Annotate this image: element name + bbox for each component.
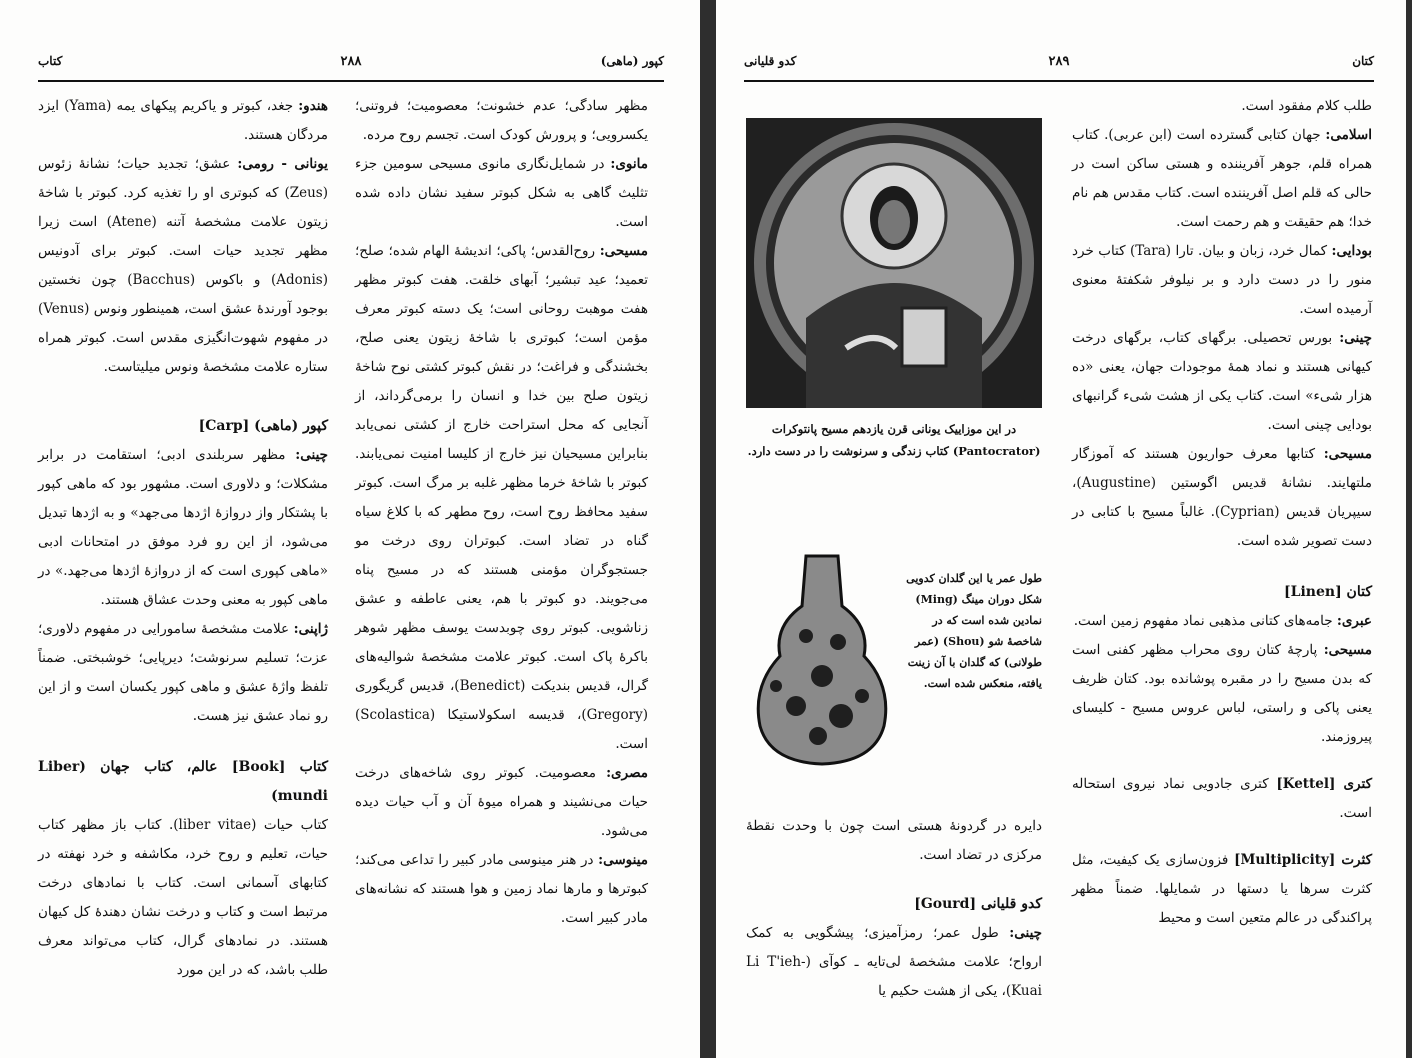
- entry-paragraph: کتری [Kettel] کتری جادویی نماد نیروی استحاله است.: [1072, 776, 1372, 821]
- entry-paragraph: چینی: مظهر سربلندی ادبی؛ استقامت در برابر مشکلات؛ و دلاوری است. مشهور بود که ماهی کپور با پشتکار واز دروازهٔ اژدها می‌جهد» و به اژدها تبدیل می‌شود، از این رو فرد موفق در امتحانات ادبی «ماهی کپوری است که از دروازهٔ اژدها می‌جهد.» در ماهی کپور به معنی وحدت عشاق هستند.: [38, 447, 328, 608]
- entry-paragraph: مسیحی: کتابها معرف حواریون هستند که آموزگار ملتهایند. نشانهٔ قدیس اگوستین (Augustine)، سیپریان قدیس (Cyprian). غالباً مسیح با کتابی در دست تصویر شده است.: [1072, 446, 1373, 549]
- entry-paragraph: کثرت [Multiplicity] فزون‌سازی یک کیفیت، مثل کثرت سرها یا دستها در شمایلها. ضمناً مظهر پراکندگی در عالم متعین است و محیط: [1072, 852, 1373, 926]
- christ-pantocrator-mosaic-image: [746, 118, 1042, 408]
- page-header: [38, 52, 664, 78]
- entry-heading-linen: کتان [Linen]: [1284, 584, 1372, 600]
- entry-paragraph: مصری: معصومیت. کبوتر روی شاخه‌های درخت حیات می‌نشیند و همراه میوهٔ آن و آب حیات دیده می‌شود.: [355, 765, 649, 839]
- entry-heading-gourd: کدو قلیانی [Gourd]: [914, 896, 1042, 912]
- left-page: [0, 0, 700, 1058]
- text-column-right: [355, 92, 648, 933]
- header-rule: [744, 80, 1374, 82]
- entry-paragraph: کتاب حیات (liber vitae). کتاب باز مظهر کتاب حیات، تعلیم و روح خرد، مکاشفه و خرد نهفته در کتابهای آسمانی است. کتاب با نمادهای درخت مرتبط است و کتاب و درخت نشان دهندهٔ کل کیهان هستند. در نمادهای گرال، کتاب می‌تواند معرف طلب باشد، که در این مورد: [38, 817, 328, 978]
- entry-paragraph: دایره در گردونهٔ هستی است چون با وحدت نقطهٔ مرکزی در تضاد است.: [746, 818, 1042, 863]
- entry-paragraph: بودایی: کمال خرد، زبان و بیان. تارا (Tara) کتاب خرد منور را در دست دارد و بر نیلوفر شکفتهٔ معنوی آرمیده است.: [1072, 243, 1372, 317]
- entry-paragraph: چینی: بورس تحصیلی. برگهای کتاب، برگهای درخت کیهانی هستند و نماد همهٔ موجودات جهان، یعنی «ده هزار شیء» است. کتاب یکی از هشت شیء گرانبهای بودایی چینی است.: [1072, 330, 1372, 433]
- page-header: [744, 52, 1374, 78]
- entry-heading-kettle: کتری [Kettel]: [1276, 776, 1372, 792]
- entry-paragraph: اسلامی: جهان کتابی گسترده است (ابن عربی). کتاب همراه قلم، جوهر آفریننده و هستی ساکن است در حالی که قلم اصل آفریننده است. کتاب مقدس هم نام خدا؛ هم حقیقت و هم رحمت است.: [1072, 127, 1372, 230]
- vase-caption: طول عمر یا این گلدان کدویی شکل دوران مینگ (Ming) نمادین شده است که در شاخصهٔ شو (Shou) (عمر طولانی) که گلدان با آن زینت یافته، منعکس شده است.: [906, 572, 1042, 690]
- entry-paragraph: هندو: جغد، کبوتر و یاکریم پیکهای یمه (Yama) ایزد مردگان هستند.: [38, 98, 328, 143]
- page-number: ۲۸۹: [1048, 54, 1070, 69]
- text-column-left: [746, 812, 1042, 1006]
- entry-paragraph: عبری: جامه‌های کتانی مذهبی نماد مفهوم زمین است.: [1073, 613, 1372, 629]
- page-number: ۲۸۸: [340, 54, 362, 69]
- gourd-vase-image: [746, 546, 898, 768]
- header-last-entry: کدو قلیانی: [744, 54, 797, 68]
- spine-gutter: [700, 0, 716, 1058]
- entry-paragraph: ژاپنی: علامت مشخصهٔ سامورایی در مفهوم دلاوری؛ عزت؛ تسلیم سرنوشت؛ دیرپایی؛ خوشبختی. ضمناً تلفظ واژهٔ عشق و ماهی کپور یکسان است و از این رو نماد عشق نیز هست.: [38, 621, 328, 724]
- entry-heading-book: کتاب [Book] عالم، کتاب جهان (Liber mundi): [38, 759, 328, 804]
- viewer-edge: [1406, 0, 1412, 1058]
- entry-paragraph: مانوی: در شمایل‌نگاری مانوی مسیحی سومین جزء تثلیث گاهی به شکل کبوتر سفید نشان داده شده است.: [355, 156, 648, 230]
- header-last-entry: کتاب: [38, 54, 63, 68]
- entry-paragraph: مینوسی: در هنر مینوسی مادر کبیر را تداعی می‌کند؛ کبوترها و مارها نماد زمین و هوا هستند که نشانه‌های مادر کبیر است.: [355, 852, 648, 926]
- mosaic-caption: در این موزاییک یونانی قرن یازدهم مسیح پانتوکرات (Pantocrator) کتاب زندگی و سرنوشت را در دست دارد.: [747, 422, 1041, 458]
- entry-heading-multiplicity: کثرت [Multiplicity]: [1234, 852, 1373, 868]
- header-rule: [38, 80, 664, 82]
- entry-paragraph: مسیحی: روح‌القدس؛ پاکی؛ اندیشهٔ الهام شده؛ صلح؛ تعمید؛ عید تبشیر؛ آبهای خلقت. هفت کبوتر مظهر هفت موهبت روحانی است؛ یک دسته کبوتر معرف مؤمن است؛ کبوتری با شاخهٔ زیتون یعنی صلح، بخشندگی و فراغت؛ در نقش کبوتر کشتی نوح شاخهٔ زیتون صلح بین خدا و انسان را برمی‌گرداند، از آنجایی که محل استراحت خارج از کشتی نمی‌یابد بنابراین مسیحیان نیز خارج از کلیسا امنیت نمی‌یابند. کبوتر با شاخهٔ خرما مظهر غلبه بر مرگ است. کبوتر سفید محافظ روح است، روح مطهر که با کلاغ سیاه گناه در تضاد است. کبوتران روی درخت مو جستجوگران مؤمنی هستند که در مسیح پناه می‌جویند. دو کبوتر با هم، یعنی عاطفه و عشق زناشویی. کبوتر روی چوبدست یوسف مظهر شوهر باکرهٔ پاک است. کبوتر علامت مشخصهٔ شوالیه‌های گرال، قدیس بندیکت (Benedict)، قدیس گریگوری (Gregory)، قدیسه اسکولاستیکا (Scolastica) است.: [355, 243, 649, 752]
- entry-paragraph: مسیحی: پارچهٔ کتان روی محراب مظهر کفنی است که بدن مسیح را در مقبره پوشانده بود. کتان ظریف یعنی پاکی و راستی، لباس عروس مسیح - کلیسای پیروزمند.: [1072, 642, 1372, 745]
- header-entry-name: کتان: [1352, 54, 1374, 68]
- entry-paragraph: مظهر سادگی؛ عدم خشونت؛ معصومیت؛ فروتنی؛ یکسرویی؛ و پرورش کودک است. تجسم روح مرده.: [355, 98, 648, 143]
- header-entry-name: کپور (ماهی): [600, 54, 664, 68]
- text-column-right: [1072, 92, 1372, 933]
- entry-heading-carp: کپور (ماهی) [Carp]: [198, 418, 328, 434]
- text-column-left: [38, 92, 328, 985]
- entry-paragraph: یونانی - رومی: عشق؛ تجدید حیات؛ نشانهٔ زئوس (Zeus) که کبوتری او را تغذیه کرد. کبوتر با شاخهٔ زیتون علامت مشخصهٔ آتنه (Atene) است زیرا مظهر تجدید حیات است. کبوتر برای آدونیس (Adonis) و باکوس (Bacchus) چون نخستین بوجود آورندهٔ عشق است، همینطور ونوس (Venus) در مفهوم شهوت‌انگیزی مقدس است. کبوتر همراه ستاره علامت مشخصهٔ ونوس میلیتاست.: [38, 156, 329, 375]
- entry-paragraph: چینی: طول عمر؛ رمزآمیزی؛ پیشگویی به کمک ارواح؛ علامت مشخصهٔ لی‌تایه ـ کوآی (Li T'ieh-Kuai)، یکی از هشت حکیم یا: [746, 925, 1042, 999]
- right-page: [716, 0, 1406, 1058]
- entry-paragraph: طلب کلام مفقود است.: [1241, 98, 1372, 114]
